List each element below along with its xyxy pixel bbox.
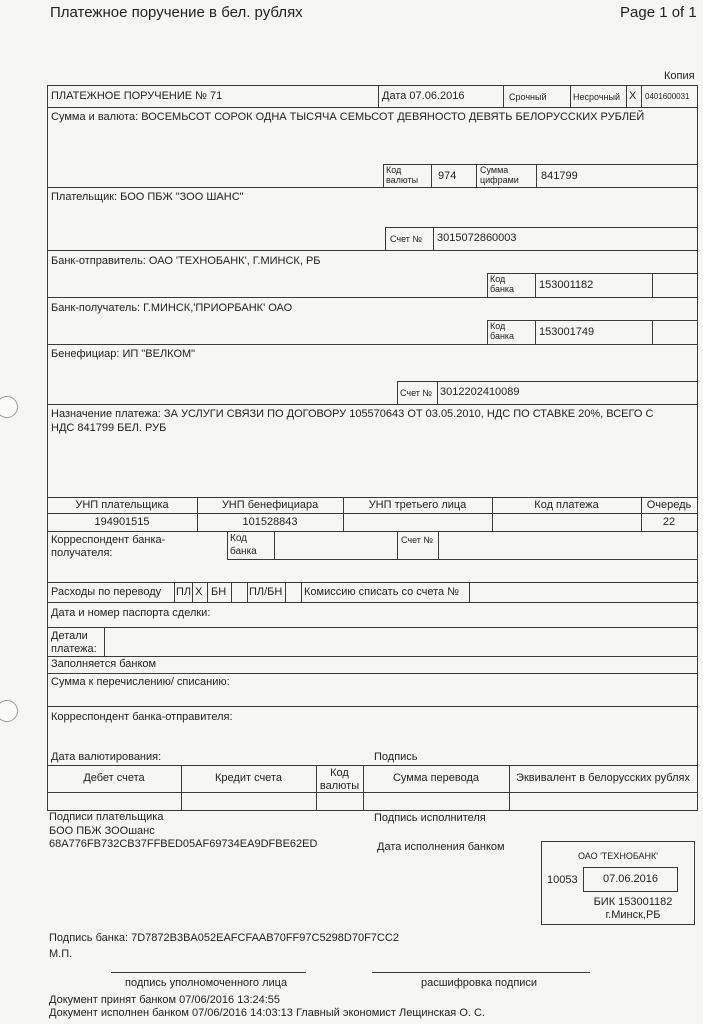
line [397,381,398,404]
stamp-bik: БИК 153001182 [593,896,673,908]
currency-code-label-2: валюты [386,175,419,185]
non-urgent-mark: X [629,90,637,102]
line [652,273,653,297]
credit-header: Кредит счета [215,772,282,784]
sum-digits-label: Сумма [480,165,509,175]
line [47,582,698,583]
recipient-bank-code-label-2: банка [490,331,515,341]
line [397,531,398,559]
bank-fill-label: Заполняется банком [51,658,157,670]
payer-account-label: Счет № [390,234,423,244]
line [431,164,432,187]
payer-account-value: 3015072860003 [437,232,517,244]
frame-right [697,85,698,810]
authorized-signature-label: подпись уполномоченного лица [125,977,288,989]
line [47,656,698,657]
recipient-bank-code-label: Код [490,321,506,331]
line [487,273,698,274]
signature-label: Подпись [374,751,418,763]
sender-bank-code-value: 153001182 [539,279,594,291]
stamp-number: 10053 [547,874,578,886]
line [47,513,698,514]
payer-signature-hash: 68A776FB732CB37FFBED05AF69734EA9DFBE62ED [49,838,318,850]
line [385,227,386,250]
line [47,187,698,188]
frame-left [47,85,48,810]
beneficiary-account-label: Счет № [400,388,433,398]
header-payment-code: Код платежа [534,499,599,511]
line [47,706,698,707]
line [487,320,488,344]
form-code: 0401600031 [645,92,690,101]
correspondent-code-label-1: Код [230,533,248,544]
valuation-date-label: Дата валютирования: [51,751,162,763]
purpose-line-2: НДС 841799 БЕЛ. РУБ [51,422,167,434]
queue-value: 22 [662,516,676,528]
line [372,972,590,973]
beneficiary-unp-value: 101528843 [242,516,298,528]
sender-correspondent-label: Корреспондент банка-отправителя: [51,711,233,723]
commission-label: Комиссию списать со счета № [304,586,460,598]
line [47,85,698,86]
header-third-party-unp: УНП третьего лица [368,499,467,511]
header-beneficiary-unp: УНП бенефициара [221,499,319,511]
line [47,673,698,674]
line [476,164,477,187]
line [641,85,642,107]
line [383,164,384,187]
line [487,320,698,321]
order-date: Дата 07.06.2016 [382,90,465,102]
accepted-status: Документ принят банком 07/06/2016 13:24:55 [49,994,281,1006]
line [227,559,698,560]
line [437,381,438,404]
document-title: Платежное поручение в бел. рублях [50,4,303,21]
line [47,404,698,405]
transfer-sum-header: Сумма перевода [392,772,480,784]
expenses-bn: БН [211,586,227,598]
punch-hole-bottom [0,700,18,722]
page-indicator: Page 1 of 1 [620,4,697,21]
line [111,972,306,973]
bank-signature: Подпись банка: 7D7872B3BA052EAFCFAAB70FF97C5298D70F7CC2 [49,932,399,944]
currency-code-header-2: валюты [319,780,360,792]
stamp-city: г.Минск,РБ [605,909,661,921]
line [47,250,698,251]
line [47,107,698,108]
line [535,320,536,344]
line [174,582,175,602]
line [104,627,105,656]
line [285,582,286,602]
order-title: ПЛАТЕЖНОЕ ПОРУЧЕНИЕ № 71 [51,90,223,102]
line [47,627,698,628]
debit-header: Дебет счета [83,772,145,784]
beneficiary-text: Бенефициар: ИП "ВЕЛКОМ" [51,348,196,360]
sender-bank-code-label-2: банка [490,284,515,294]
urgent-label: Срочный [509,92,547,102]
currency-code-value: 974 [438,170,457,182]
purpose-line-1: Назначение платежа: ЗА УСЛУГИ СВЯЗИ ПО ДОГОВОРУ 105570643 ОТ 03.05.2010, НДС ПО СТАВКЕ 20%, ВСЕГО С [51,408,654,420]
details-label-2: платежа: [51,643,97,655]
transfer-sum-label: Сумма к перечислению/ списанию: [51,676,230,688]
line [433,227,434,250]
sum-digits-label-2: цифрами [480,175,519,185]
line [385,227,698,228]
header-queue: Очередь [646,499,692,511]
signature-decryption-label: расшифровка подписи [421,977,538,989]
stamp-date: 07.06.2016 [583,867,678,892]
line [192,582,193,602]
correspondent-label-2: получателя: [51,547,113,559]
seal-place-label: М.П. [49,948,73,960]
line [47,531,698,532]
line [207,582,208,602]
line [397,381,698,382]
non-urgent-label: Несрочный [573,92,620,102]
correspondent-code-label-2: банка [230,546,257,557]
line [626,85,627,107]
line [47,602,698,603]
line [652,320,653,344]
line [469,582,470,602]
line [227,531,228,559]
line [438,531,439,559]
line [535,273,536,297]
punch-hole-top [0,396,18,418]
equivalent-header: Эквивалент в белорусских рублях [516,772,690,784]
sender-bank-text: Банк-отправитель: ОАО 'ТЕХНОБАНК', Г.МИНСК, РБ [51,255,321,267]
details-label-1: Детали [51,630,88,642]
passport-label: Дата и номер паспорта сделки: [51,607,211,619]
execution-date-label: Дата исполнения банком [377,841,505,853]
line [378,85,379,107]
sender-bank-code-label: Код [490,274,506,284]
payer-signatures-label: Подписи плательщика [49,811,164,823]
payer-unp-value: 194901515 [94,516,150,528]
copy-label: Копия [664,70,695,82]
executed-status: Документ исполнен банком 07/06/2016 14:03:13 Главный экономист Лещинская О. С. [49,1007,485,1019]
line [47,297,698,298]
beneficiary-account-value: 3012202410089 [440,386,520,398]
sum-digits-value: 841799 [541,170,578,182]
line [536,164,537,187]
expenses-x-mark: Х [195,586,203,598]
correspondent-account-label: Счет № [401,535,434,545]
expenses-label: Расходы по переводу [51,586,162,598]
correspondent-label-1: Корреспондент банка- [51,534,166,546]
executor-signature-label: Подпись исполнителя [374,812,486,824]
line [47,765,698,766]
line [47,497,698,498]
amount-text: Сумма и валюта: ВОСЕМЬСОТ СОРОК ОДНА ТЫСЯЧА СЕМЬСОТ ДЕВЯНОСТО ДЕВЯТЬ БЕЛОРУССКИХ РУБЛЕЙ [51,111,645,123]
line [47,344,698,345]
expenses-pl: ПЛ [176,586,192,598]
payer-signature-name: БОО ПБЖ ЗООшанс [49,825,155,837]
line [301,582,302,602]
line [47,792,698,793]
recipient-bank-code-value: 153001749 [539,326,595,338]
line [231,582,232,602]
stamp-bank-name: ОАО 'ТЕХНОБАНК' [577,851,658,861]
line [247,582,248,602]
payer-text: Плательщик: БОО ПБЖ "ЗОО ШАНС" [51,191,244,203]
expenses-plbn: ПЛ/БН [249,586,283,598]
line [503,85,504,107]
line [487,273,488,297]
header-payer-unp: УНП плательщика [75,499,169,511]
line [570,85,571,107]
currency-code-header-1: Код [330,767,349,779]
currency-code-label: Код [386,165,402,175]
recipient-bank-text: Банк-получатель: Г.МИНСК,'ПРИОРБАНК' ОАО [51,302,293,314]
line [274,531,275,559]
